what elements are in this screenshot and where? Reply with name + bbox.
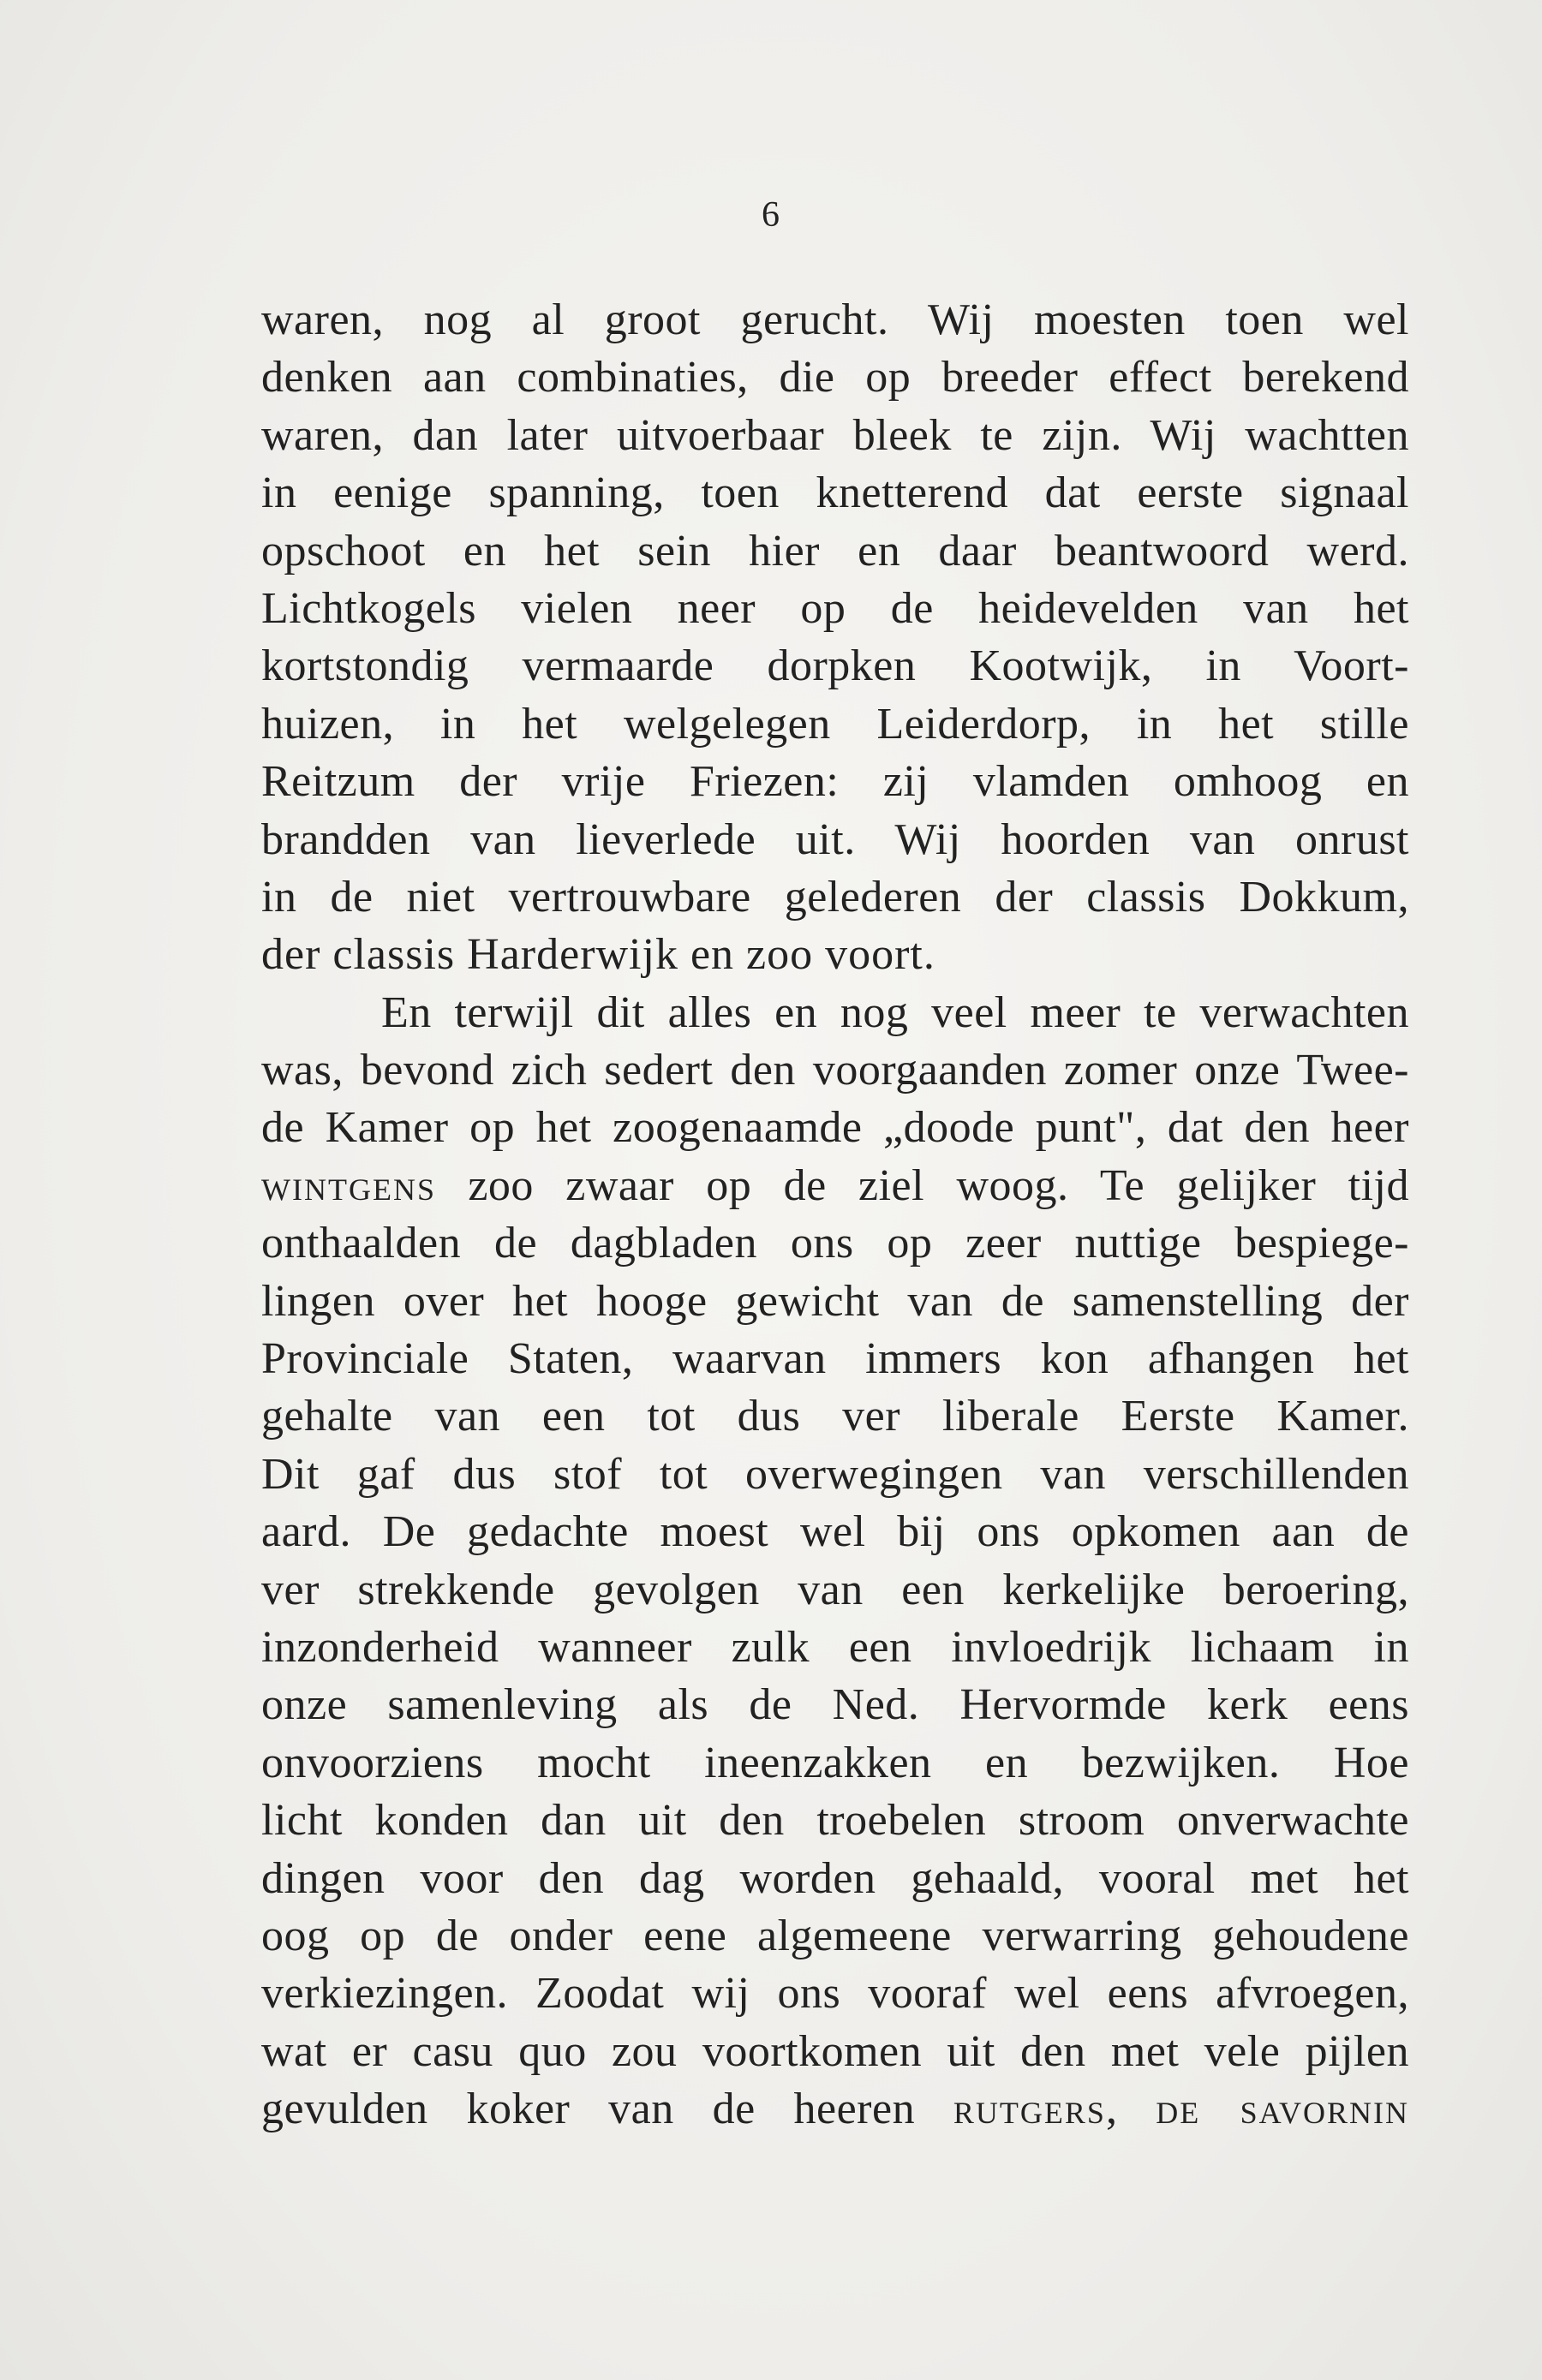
text-line: ver strekkende gevolgen van een kerkelijke beroering, <box>261 1565 1409 1614</box>
text-line: gehalte van een tot dus ver liberale Eerste Kamer. <box>261 1392 1409 1441</box>
text-line: Reitzum der vrije Friezen: zij vlamden omhoog en <box>261 757 1409 807</box>
text-line: lingen over het hooge gewicht van de samenstelling der <box>261 1276 1409 1326</box>
text-line: gevulden koker van de heeren rutgers, de savornin <box>261 2085 1409 2134</box>
text-line: brandden van lieverlede uit. Wij hoorden van onrust <box>261 814 1409 864</box>
text-line: was, bevond zich sedert den voorgaanden zomer onze Twee- <box>261 1046 1409 1095</box>
small-caps-name: rutgers <box>953 2085 1106 2134</box>
text-line: opschoot en het sein hier en daar beantwoord werd. <box>261 526 1409 576</box>
small-caps-name: de savornin <box>1156 2085 1409 2134</box>
text-line: onthaalden de dagbladen ons op zeer nuttige bespiege- <box>261 1219 1409 1268</box>
body-text <box>261 291 1409 2138</box>
text-line: denken aan combinaties, die op breeder effect berekend <box>261 353 1409 403</box>
text-line: onze samenleving als de Ned. Hervormde kerk eens <box>261 1680 1409 1730</box>
text-line: de Kamer op het zoogenaamde „doode punt", dat den heer <box>261 1103 1409 1153</box>
text-line: aard. De gedachte moest wel bij ons opkomen aan de <box>261 1507 1409 1557</box>
text-line: wat er casu quo zou voortkomen uit den met vele pijlen <box>261 2026 1409 2076</box>
text-line: in eenige spanning, toen knetterend dat eerste signaal <box>261 468 1409 518</box>
text-line: oog op de onder eene algemeene verwarring gehoudene <box>261 1911 1409 1960</box>
small-caps-name: wintgens <box>261 1160 436 1210</box>
text-line: Provinciale Staten, waarvan immers kon afhangen het <box>261 1334 1409 1384</box>
text-line: waren, dan later uitvoerbaar bleek te zijn. Wij wachtten <box>261 410 1409 460</box>
text-line: wintgens zoo zwaar op de ziel woog. Te gelijker tijd <box>261 1160 1409 1210</box>
text-line: verkiezingen. Zoodat wij ons vooraf wel eens afvroegen, <box>261 1969 1409 2019</box>
text-line: inzonderheid wanneer zulk een invloedrijk lichaam in <box>261 1622 1409 1672</box>
text-line: onvoorziens mocht ineenzakken en bezwijken. Hoe <box>261 1738 1409 1787</box>
text-line: En terwijl dit alles en nog veel meer te verwachten <box>381 987 1409 1037</box>
page-number: 6 <box>762 195 780 235</box>
text-line: huizen, in het welgelegen Leiderdorp, in het stille <box>261 699 1409 749</box>
text-line: waren, nog al groot gerucht. Wij moesten toen wel <box>261 295 1409 344</box>
text-line: in de niet vertrouwbare gelederen der classis Dokkum, <box>261 872 1409 922</box>
text-line: Dit gaf dus stof tot overwegingen van verschillenden <box>261 1449 1409 1499</box>
text-line: kortstondig vermaarde dorpken Kootwijk, in Voort- <box>261 641 1409 691</box>
text-line: der classis Harderwijk en zoo voort. <box>261 930 935 980</box>
text-line: licht konden dan uit den troebelen stroom onverwachte <box>261 1796 1409 1846</box>
text-line: Lichtkogels vielen neer op de heidevelden van het <box>261 583 1409 633</box>
text-line: dingen voor den dag worden gehaald, vooral met het <box>261 1853 1409 1903</box>
